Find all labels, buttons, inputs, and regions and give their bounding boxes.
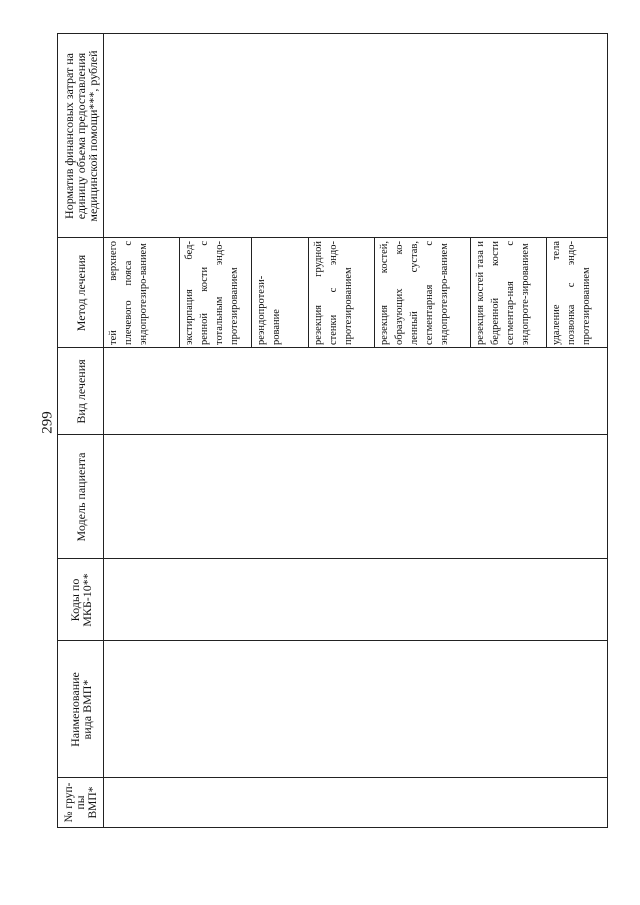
header-cost-norm: Норматив финансовых затрат на единицу объема предоставления медицинской помощи***, рублей (61, 50, 100, 222)
method-cell: резекция костей таза и бедренной кости сегментар-ная с эндопроте-зированием (475, 241, 531, 345)
header-group-number: № груп- пы ВМП* (62, 782, 99, 823)
header-method: Метод лечения (73, 254, 88, 332)
header-divider (103, 34, 104, 827)
method-cell: тей верхнего плечевого пояса с эндопротезиро-ванием (108, 241, 149, 345)
col-divider (58, 777, 607, 778)
header-patient-model: Модель пациента (73, 452, 88, 542)
method-cell: реэндопротези-рование (256, 275, 282, 345)
rotated-table-wrapper (57, 33, 608, 828)
header-icd-codes: Коды по МКБ-10** (67, 573, 94, 627)
header-treatment-type: Вид лечения (73, 359, 88, 424)
method-cell: резекция грудной стенки с эндо-протезированием (313, 241, 354, 345)
method-cell: удаление тела позвонка с эндо-протезированием (551, 241, 592, 345)
header-vmp-name: Наименование вида ВМП* (67, 672, 94, 747)
col-divider (58, 558, 607, 559)
col-divider (58, 434, 607, 435)
method-cell: резекция костей, образующих ко-ленный сустав, сегментарная с эндопротезиро-ванием (379, 241, 450, 345)
col-divider (58, 640, 607, 641)
vmp-table (57, 33, 608, 828)
method-cell: экстирпация бед-ренной кости с тотальным эндо-протезированием (184, 241, 240, 345)
page-number: 299 (39, 411, 56, 434)
